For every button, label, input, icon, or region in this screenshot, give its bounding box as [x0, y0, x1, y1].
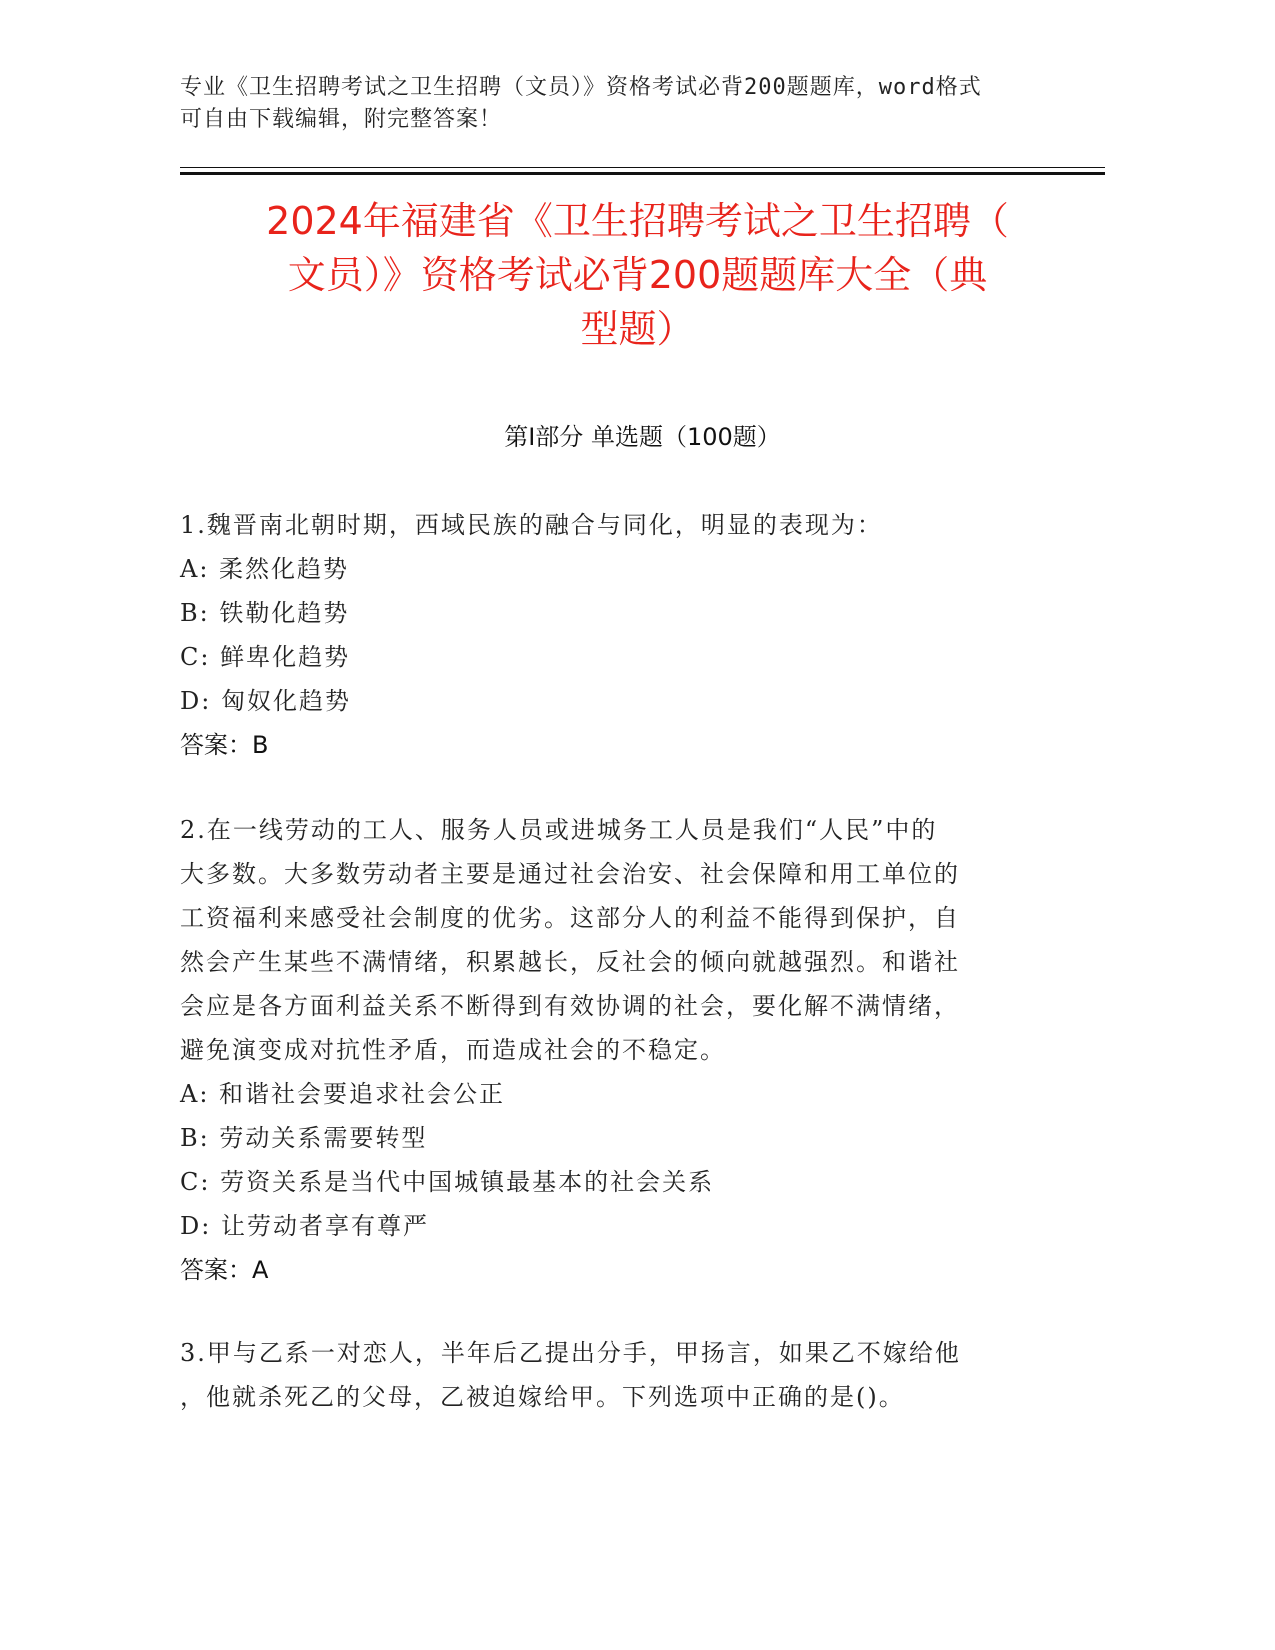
question-text-line: 3.甲与乙系一对恋人，半年后乙提出分手，甲扬言，如果乙不嫁给他 — [180, 1339, 961, 1367]
question-text-line: 然会产生某些不满情绪，积累越长，反社会的倾向就越强烈。和谐社 — [180, 948, 960, 976]
option-c: C: 鲜卑化趋势 — [180, 643, 351, 671]
title-line-2: 文员）》资格考试必背200题题库大全（典 — [287, 253, 988, 297]
title-line-1: 2024年福建省《卫生招聘考试之卫生招聘（ — [266, 199, 1009, 243]
option-d: D: 匈奴化趋势 — [180, 687, 351, 715]
question-1 — [180, 503, 1110, 767]
header-divider-thin — [180, 167, 1105, 168]
answer: 答案：A — [180, 1256, 269, 1284]
option-b: B: 劳动关系需要转型 — [180, 1124, 428, 1152]
option-c: C: 劳资关系是当代中国城镇最基本的社会关系 — [180, 1168, 715, 1196]
document-title — [160, 194, 1115, 356]
question-2 — [180, 808, 1110, 1292]
question-text-line: 避免演变成对抗性矛盾，而造成社会的不稳定。 — [180, 1036, 726, 1064]
header-divider-thick — [180, 172, 1105, 175]
question-text: 1.魏晋南北朝时期，西域民族的融合与同化，明显的表现为： — [180, 511, 883, 539]
header-note-line-1: 专业《卫生招聘考试之卫生招聘（文员）》资格考试必背200题题库，word格式 — [180, 75, 982, 100]
question-text-line: ，他就杀死乙的父母，乙被迫嫁给甲。下列选项中正确的是()。 — [180, 1383, 905, 1411]
question-text-line: 会应是各方面利益关系不断得到有效协调的社会，要化解不满情绪， — [180, 992, 960, 1020]
option-a: A: 柔然化趋势 — [180, 555, 350, 583]
question-text-line: 2.在一线劳动的工人、服务人员或进城务工人员是我们“人民”中的 — [180, 816, 938, 844]
option-a: A: 和谐社会要追求社会公正 — [180, 1080, 506, 1108]
title-line-3: 型题） — [580, 307, 695, 351]
option-d: D: 让劳动者享有尊严 — [180, 1212, 429, 1240]
header-note — [180, 72, 1080, 136]
header-note-line-2: 可自由下载编辑，附完整答案！ — [180, 107, 503, 132]
question-text-line: 工资福利来感受社会制度的优劣。这部分人的利益不能得到保护，自 — [180, 904, 960, 932]
question-3 — [180, 1331, 1110, 1419]
option-b: B: 铁勒化趋势 — [180, 599, 350, 627]
section-heading: 第Ⅰ部分 单选题（100题） — [504, 423, 781, 451]
answer: 答案：B — [180, 731, 269, 759]
question-text-line: 大多数。大多数劳动者主要是通过社会治安、社会保障和用工单位的 — [180, 860, 960, 888]
